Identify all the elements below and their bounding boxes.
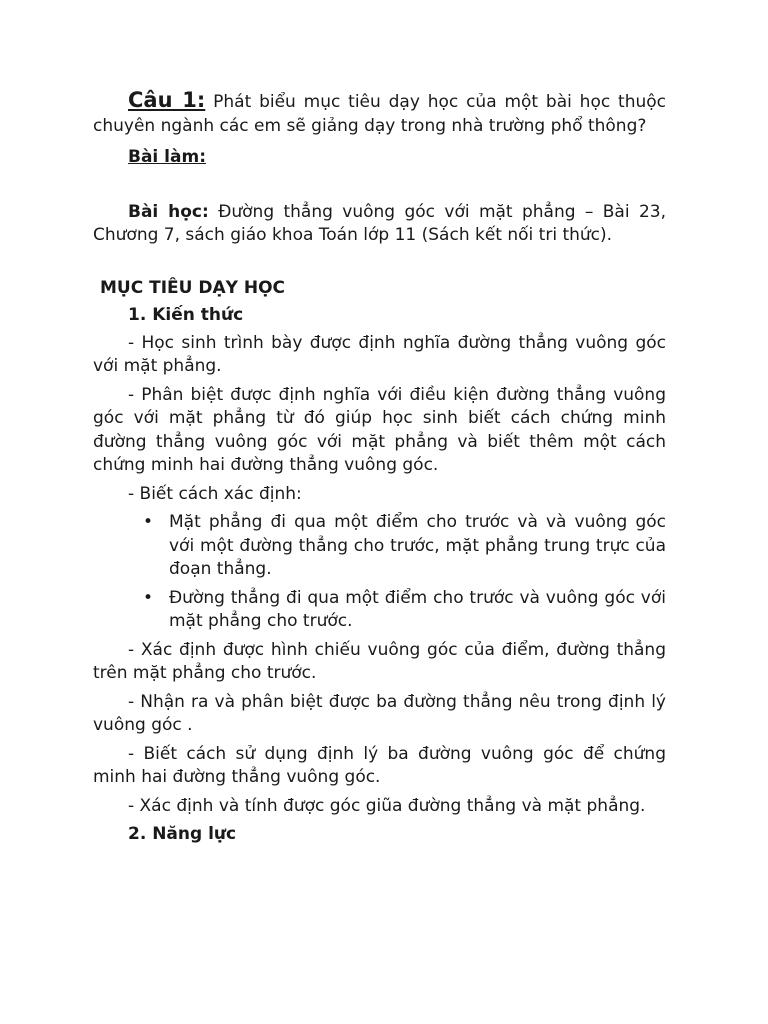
question-paragraph (93, 89, 666, 138)
question-label: Câu 1: (128, 88, 206, 112)
lesson-text: Đường thẳng vuông góc với mặt phẳng – Bài 23, Chương 7, sách giáo khoa Toán lớp 11 (Sách kết nối tri thức). (93, 201, 666, 245)
objective-paragraph: - Biết cách sử dụng định lý ba đường vuông góc để chứng minh hai đường thẳng vuông góc. (93, 743, 666, 787)
bullet-item (93, 511, 666, 582)
objective-paragraph: - Xác định được hình chiếu vuông góc của điểm, đường thẳng trên mặt phẳng cho trước. (93, 639, 666, 683)
document-body (93, 89, 666, 847)
bullet-text: Đường thẳng đi qua một điểm cho trước và vuông góc với mặt phẳng cho trước. (169, 587, 666, 631)
objective-paragraph: - Nhận ra và phân biệt được ba đường thẳng nêu trong định lý vuông góc . (93, 691, 666, 735)
section-2-heading: 2. Năng lực (128, 824, 237, 844)
answer-heading: Bài làm: (128, 147, 206, 167)
lesson-label: Bài học: (128, 201, 209, 222)
objective-paragraph: - Học sinh trình bày được định nghĩa đường thẳng vuông góc với mặt phẳng. (93, 332, 666, 376)
objective-paragraph: - Biết cách xác định: (128, 483, 302, 504)
bullet-list (93, 511, 666, 634)
bullet-icon: • (143, 512, 154, 532)
bullet-text: Mặt phẳng đi qua một điểm cho trước và và vuông góc với một đường thẳng cho trước, mặt phẳng trung trực của đoạn thẳng. (169, 512, 666, 579)
objectives-heading: MỤC TIÊU DẠY HỌC (100, 277, 286, 298)
objective-paragraph: - Xác định và tính được góc giũa đường thẳng và mặt phẳng. (128, 795, 646, 816)
question-text: Phát biểu mục tiêu dạy học của một bài học thuộc chuyên ngành các em sẽ giảng dạy trong nhà trường phổ thông? (93, 92, 666, 136)
bullet-item (93, 587, 666, 634)
lesson-paragraph (93, 201, 666, 248)
section-1-heading: 1. Kiến thức (128, 305, 244, 325)
bullet-icon: • (143, 587, 154, 608)
objective-paragraph: - Phân biệt được định nghĩa với điều kiện đường thẳng vuông góc với mặt phẳng từ đó giúp học sinh biết cách chứng minh đường thẳng vuông góc với mặt phẳng và biết thêm một cách chứng minh hai đường thẳng vuông góc. (93, 384, 666, 475)
